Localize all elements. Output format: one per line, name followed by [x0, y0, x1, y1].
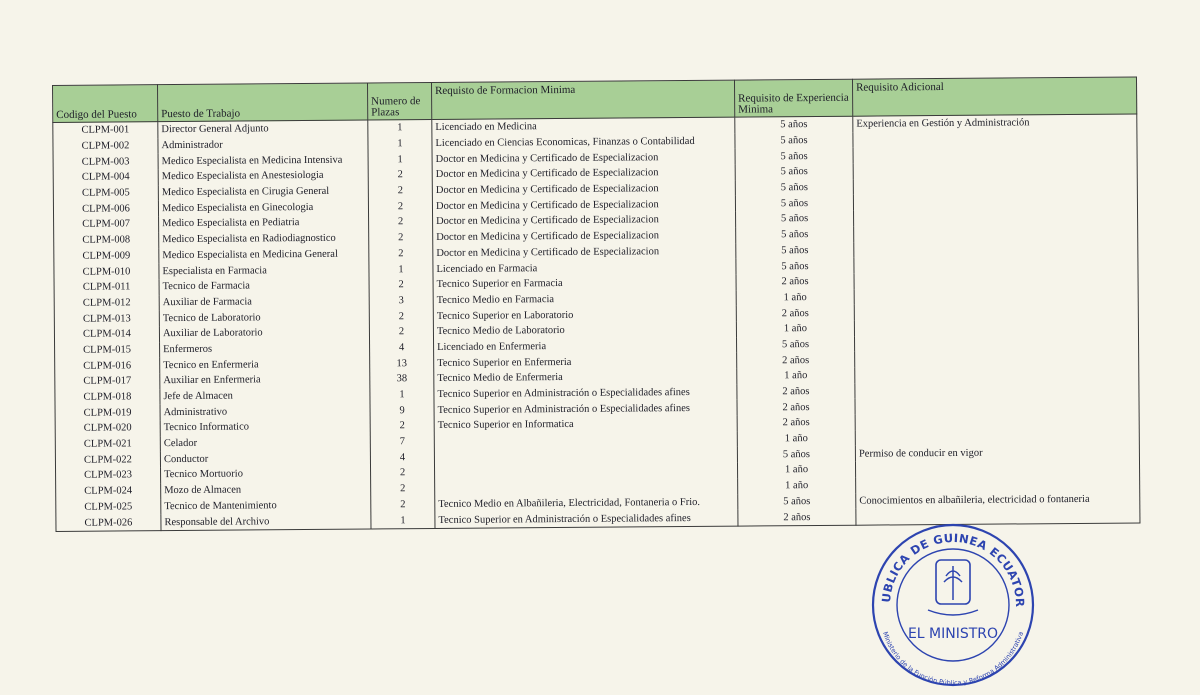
cell-plazas: 1	[368, 136, 432, 152]
cell-formacion: Doctor en Medicina y Certificado de Especializacion	[433, 227, 736, 245]
cell-plazas: 2	[370, 418, 434, 434]
cell-plazas: 2	[371, 497, 435, 513]
seal-ring-text: UBLICA DE GUINEA ECUATOR	[878, 530, 1028, 608]
header-formacion: Requisto de Formacion Minima	[431, 80, 734, 119]
cell-experiencia: 2 años	[737, 352, 855, 369]
cell-experiencia: 5 años	[735, 195, 853, 212]
cell-formacion: Doctor en Medicina y Certificado de Especializacion	[432, 180, 735, 198]
cell-plazas: 2	[371, 481, 435, 497]
cell-plazas: 7	[370, 434, 434, 450]
cell-adicional: Permiso de conducir en vigor	[855, 444, 1139, 462]
cell-formacion: Tecnico Superior en Informatica	[434, 416, 737, 434]
cell-plazas: 2	[369, 230, 433, 246]
cell-plazas: 4	[370, 340, 434, 356]
cell-formacion: Tecnico Superior en Farmacia	[433, 275, 736, 293]
cell-plazas: 2	[369, 277, 433, 293]
cell-plazas: 1	[368, 120, 432, 137]
cell-puesto: Medico Especialista en Cirugia General	[158, 183, 368, 200]
cell-plazas: 2	[369, 324, 433, 340]
cell-experiencia: 5 años	[738, 493, 856, 510]
cell-formacion: Doctor en Medicina y Certificado de Especializacion	[432, 165, 735, 183]
cell-plazas: 4	[370, 449, 434, 465]
cell-formacion: Tecnico Medio en Farmacia	[433, 290, 736, 308]
cell-codigo: CLPM-021	[55, 436, 160, 453]
svg-text:REPUBLICA DE GUINEA ECUATORIAL	[868, 520, 1027, 608]
cell-codigo: CLPM-020	[55, 420, 160, 437]
cell-plazas: 2	[369, 308, 433, 324]
cell-codigo: CLPM-014	[54, 326, 159, 343]
cell-codigo: CLPM-019	[55, 405, 160, 422]
cell-codigo: CLPM-011	[54, 279, 159, 296]
cell-puesto: Enfermeros	[160, 340, 370, 357]
cell-experiencia: 5 años	[735, 116, 853, 133]
cell-experiencia: 2 años	[737, 383, 855, 400]
cell-experiencia: 5 años	[735, 132, 853, 149]
cell-puesto: Auxiliar en Enfermeria	[160, 372, 370, 389]
cell-plazas: 2	[370, 465, 434, 481]
cell-experiencia: 1 año	[736, 289, 854, 306]
cell-formacion: Doctor en Medicina y Certificado de Especializacion	[433, 212, 736, 230]
cell-puesto: Mozo de Almacen	[161, 481, 371, 498]
cell-experiencia: 5 años	[735, 148, 853, 165]
header-puesto: Puesto de Trabajo	[158, 83, 368, 122]
cell-puesto: Medico Especialista en Anestesiologia	[158, 168, 368, 185]
cell-puesto: Jefe de Almacen	[160, 387, 370, 404]
cell-puesto: Medico Especialista en Medicina Intensiva	[158, 152, 368, 169]
cell-codigo: CLPM-009	[54, 248, 159, 265]
cell-codigo: CLPM-005	[53, 185, 158, 202]
cell-formacion: Tecnico Medio de Laboratorio	[433, 322, 736, 340]
cell-codigo: CLPM-012	[54, 295, 159, 312]
cell-codigo: CLPM-026	[56, 514, 161, 531]
cell-experiencia: 2 años	[736, 274, 854, 291]
cell-puesto: Auxiliar de Farmacia	[159, 293, 369, 310]
cell-codigo: CLPM-013	[54, 310, 159, 327]
cell-formacion: Doctor en Medicina y Certificado de Especializacion	[432, 196, 735, 214]
cell-puesto: Tecnico Mortuorio	[161, 466, 371, 483]
cell-experiencia: 1 año	[737, 368, 855, 385]
cell-codigo: CLPM-022	[55, 452, 160, 469]
cell-plazas: 38	[370, 371, 434, 387]
cell-puesto: Tecnico de Mantenimiento	[161, 497, 371, 514]
cell-plazas: 1	[368, 151, 432, 167]
cell-codigo: CLPM-016	[55, 357, 160, 374]
cell-codigo: CLPM-002	[53, 138, 158, 155]
cell-puesto: Auxiliar de Laboratorio	[159, 324, 369, 341]
cell-codigo: CLPM-003	[53, 154, 158, 171]
cell-puesto: Administrador	[158, 136, 368, 153]
seal-lower-text: Ministerio de la Función Pública y Reforma Administrativa	[880, 630, 1025, 688]
cell-plazas: 1	[369, 261, 433, 277]
cell-formacion: Tecnico Superior en Laboratorio	[433, 306, 736, 324]
cell-plazas: 2	[369, 214, 433, 230]
cell-puesto: Celador	[160, 434, 370, 451]
cell-experiencia: 5 años	[736, 211, 854, 228]
cell-plazas: 3	[369, 293, 433, 309]
cell-formacion: Licenciado en Medicina	[432, 117, 735, 136]
cell-codigo: CLPM-024	[56, 483, 161, 500]
cell-plazas: 9	[370, 402, 434, 418]
cell-codigo: CLPM-023	[56, 467, 161, 484]
cell-experiencia: 1 año	[736, 321, 854, 338]
cell-experiencia: 5 años	[736, 242, 854, 259]
cell-formacion: Tecnico Superior en Administración o Especialidades afines	[434, 384, 737, 402]
cell-experiencia: 5 años	[736, 227, 854, 244]
positions-table	[52, 76, 1140, 531]
cell-puesto: Administrativo	[160, 403, 370, 420]
cell-experiencia: 1 año	[738, 478, 856, 495]
cell-puesto: Responsable del Archivo	[161, 513, 371, 531]
cell-puesto: Director General Adjunto	[158, 120, 368, 138]
cell-formacion: Doctor en Medicina y Certificado de Especializacion	[432, 149, 735, 167]
cell-puesto: Medico Especialista en Medicina General	[159, 246, 369, 263]
cell-puesto: Medico Especialista en Ginecologia	[158, 199, 368, 216]
cell-puesto: Conductor	[160, 450, 370, 467]
cell-codigo: CLPM-018	[55, 389, 160, 406]
cell-puesto: Medico Especialista en Pediatria	[159, 215, 369, 232]
cell-formacion: Tecnico Superior en Administración o Especialidades afines	[435, 510, 738, 529]
cell-plazas: 13	[370, 355, 434, 371]
cell-experiencia: 5 años	[737, 446, 855, 463]
cell-codigo: CLPM-010	[54, 263, 159, 280]
cell-experiencia: 5 años	[735, 179, 853, 196]
cell-codigo: CLPM-006	[53, 201, 158, 218]
seal-center-text: EL MINISTRO	[907, 626, 999, 642]
cell-experiencia: 1 año	[737, 462, 855, 479]
cell-formacion: Licenciado en Farmacia	[433, 259, 736, 277]
seal-icon	[868, 520, 1038, 690]
cell-codigo: CLPM-008	[54, 232, 159, 249]
header-adicional: Requisito Adicional	[852, 77, 1136, 116]
cell-puesto: Tecnico de Farmacia	[159, 277, 369, 294]
table-body	[53, 114, 1140, 531]
positions-table-sheet	[52, 76, 1139, 531]
header-plazas: Numero de Plazas	[367, 83, 431, 121]
cell-plazas: 2	[368, 198, 432, 214]
cell-codigo: CLPM-015	[55, 342, 160, 359]
cell-formacion: Tecnico Medio de Enfermeria	[434, 369, 737, 387]
cell-adicional: Conocimientos en albañileria, electricidad o fontaneria	[856, 491, 1140, 509]
cell-puesto: Especialista en Farmacia	[159, 262, 369, 279]
cell-puesto: Medico Especialista en Radiodiagnostico	[159, 230, 369, 247]
cell-puesto: Tecnico en Enfermeria	[160, 356, 370, 373]
cell-plazas: 2	[369, 246, 433, 262]
cell-formacion: Licenciado en Enfermeria	[434, 337, 737, 355]
cell-plazas: 1	[370, 387, 434, 403]
cell-puesto: Tecnico Informatico	[160, 419, 370, 436]
cell-plazas: 2	[368, 183, 432, 199]
cell-formacion: Doctor en Medicina y Certificado de Especializacion	[433, 243, 736, 261]
header-experiencia: Requisito de Experiencia Minima	[734, 79, 852, 117]
cell-codigo: CLPM-017	[55, 373, 160, 390]
cell-formacion: Tecnico Medio en Albañileria, Electricidad, Fontaneria o Frio.	[435, 494, 738, 512]
cell-formacion: Tecnico Superior en Enfermeria	[434, 353, 737, 371]
cell-codigo: CLPM-004	[53, 169, 158, 186]
cell-plazas: 1	[371, 512, 435, 529]
cell-experiencia: 5 años	[735, 164, 853, 181]
official-seal-stamp	[868, 520, 1038, 690]
cell-experiencia: 5 años	[736, 258, 854, 275]
cell-codigo: CLPM-001	[53, 122, 158, 139]
cell-adicional: Experiencia en Gestión y Administración	[853, 114, 1137, 132]
cell-experiencia: 2 años	[738, 509, 856, 526]
cell-formacion: Tecnico Superior en Administración o Especialidades afines	[434, 400, 737, 418]
cell-codigo: CLPM-007	[54, 216, 159, 233]
header-codigo: Codigo del Puesto	[53, 85, 158, 123]
cell-experiencia: 2 años	[737, 399, 855, 416]
cell-codigo: CLPM-025	[56, 499, 161, 516]
cell-formacion: Licenciado en Ciencias Economicas, Finanzas o Contabilidad	[432, 133, 735, 151]
cell-experiencia: 2 años	[737, 415, 855, 432]
cell-plazas: 2	[368, 167, 432, 183]
cell-experiencia: 2 años	[736, 305, 854, 322]
cell-puesto: Tecnico de Laboratorio	[159, 309, 369, 326]
cell-experiencia: 1 año	[737, 430, 855, 447]
cell-experiencia: 5 años	[737, 336, 855, 353]
